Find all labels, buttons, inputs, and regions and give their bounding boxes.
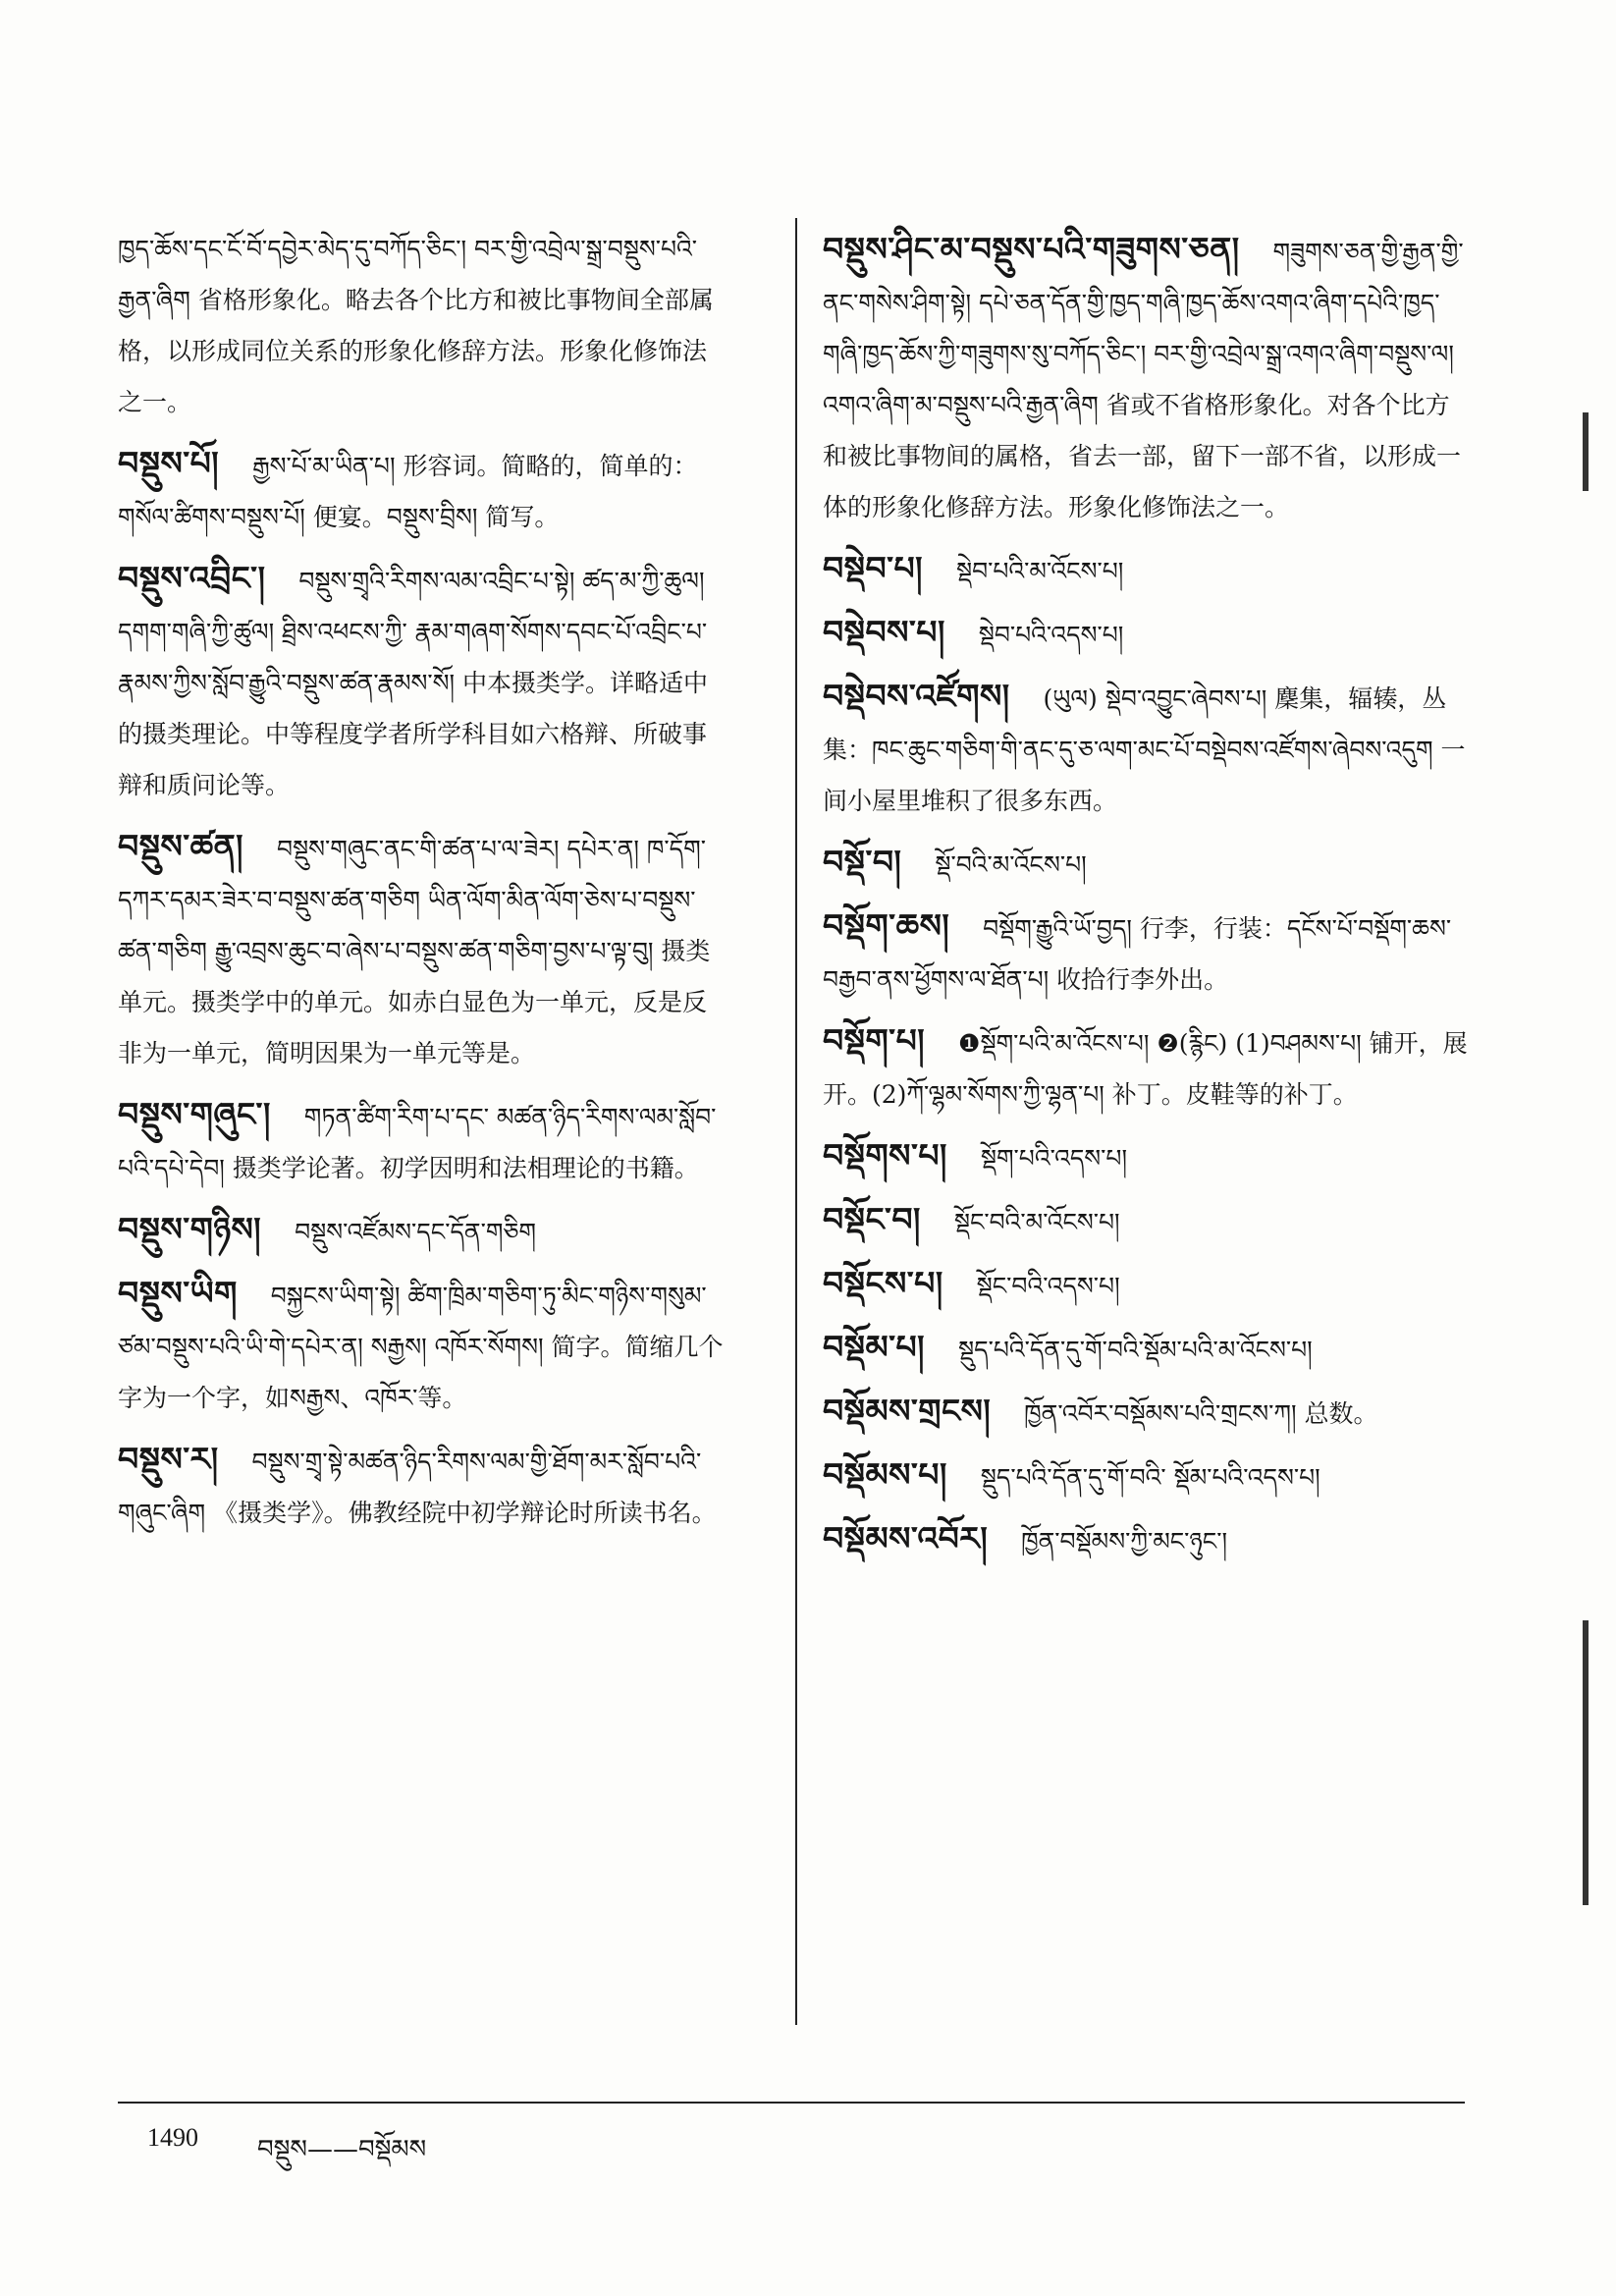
entry-body: གཏན་ཚིག་རིག་པ་དང་ མཚན་ཉིད་རིགས་ལམ་སློབ་པའི་དཔེ་དེབ། 摄类学论著。初学因明和法相理论的书籍。 — [118, 1103, 717, 1182]
entry-headword: བསྡུས་ཚན། — [118, 827, 243, 865]
entry-body: ཁྱོན་འབོར་བསྡོམས་པའི་གྲངས་ཀ། 总数。 — [1024, 1399, 1378, 1428]
entry-body: སྡོག་པའི་འདས་པ། — [980, 1144, 1127, 1173]
entry-headword: བསྡུས་པོ། — [118, 444, 220, 482]
dictionary-entry — [118, 553, 727, 811]
entry-headword: བསྡོམས་གྲངས། — [823, 1392, 992, 1430]
dictionary-entry — [823, 837, 1471, 891]
entry-body: སྡོང་བའི་འདས་པ། — [976, 1272, 1120, 1300]
entry-body: བསྡོག་རྒྱུའི་ཡོ་བྱད། 行李，行装：དངོས་པོ་བསྡོག་ཆས་བརྒྱབ་ནས་ཕྱོགས་ལ་ཐོན་པ། 收拾行李外出。 — [823, 914, 1452, 994]
dictionary-entry — [118, 1089, 727, 1194]
page-headword-range: བསྡུས——བསྡོམས — [257, 2135, 427, 2164]
dictionary-entry — [823, 1130, 1471, 1184]
entry-body: བསྡུས་གྲྭའི་རིགས་ལམ་འབྲིང་པ་སྟེ། ཚད་མ་ཀྱི་ཆུལ། དགག་གཞི་ཀྱི་ཚུལ། ཐྲིས་འཕངས་ཀྱི་ རྣམ་གཞག་སོགས་དབང་པོ་འབྲིང་པ་རྣམས་ཀྱིས་སློབ་རྒྱུའི་བསྡུས་ཚན་རྣམས་སོ། 中本摄类学。详略适中的摄类理论。中等程度学者所学科目如六格辩、所破事辩和质问论等。 — [118, 567, 709, 799]
dictionary-entry — [118, 1204, 727, 1258]
page-number: 1490 — [147, 2123, 198, 2152]
entry-body: རྒྱས་པོ་མ་ཡིན་པ། 形容词。简略的，简单的：གསོལ་ཚིགས་བསྡུས་པོ། 便宴。བསྡུས་བྲིས། 简写。 — [118, 452, 698, 531]
entry-headword: བསྡོགས་པ། — [823, 1136, 947, 1175]
left-column — [118, 224, 727, 1549]
entry-body: བསྐྱངས་ཡིག་སྟེ། ཚིག་ཁྲིམ་གཅིག་ཏུ་མིང་གཉིས་གསུམ་ཙམ་བསྡུས་པའི་ཡི་གེ་དཔེར་ན། སརྒྱས། འཁོར་སོགས། 简字。简缩几个字为一个字，如སརྒྱས、འཁོར་等。 — [118, 1282, 724, 1412]
entry-body: བསྡུས་གྲྭ་སྟེ་མཚན་ཉིད་རིགས་ལམ་གྱི་ཐོག་མར་སློབ་པའི་གཞུང་ཞིག 《摄类学》。佛教经院中初学辩论时所读书名。 — [118, 1448, 717, 1527]
dictionary-entry — [823, 901, 1471, 1006]
entry-body: སྡུད་པའི་དོན་དུ་གོ་བའི་སྡོམ་པའི་མ་འོངས་པ། — [957, 1336, 1313, 1364]
dictionary-entry — [823, 671, 1471, 827]
entry-headword: བསྡུས་ཤིང་མ་བསྡུས་པའི་གཟུགས་ཅན། — [823, 230, 1240, 268]
entry-headword: བསྡུས་ར། — [118, 1440, 219, 1478]
entry-headword: བསྡུས་གཞུང་། — [118, 1095, 271, 1133]
entry-headword: བསྡོག་པ། — [823, 1021, 926, 1060]
entry-body: ཁྱོན་བསྡོམས་ཀྱི་མང་ཉུང་། — [1021, 1527, 1228, 1556]
column-divider — [795, 218, 797, 2025]
footer-rule — [118, 2102, 1465, 2104]
dictionary-entry — [118, 438, 727, 543]
entry-headword: བསྡུས་ཡིག — [118, 1274, 238, 1312]
dictionary-entry — [118, 1434, 727, 1539]
entry-headword: བསྡོང་བ། — [823, 1200, 921, 1238]
entry-headword: བསྡུས་གཉིས། — [118, 1210, 262, 1248]
entry-body: བསྡུས་འཛོམས་དང་དོན་གཅིག — [295, 1218, 536, 1246]
entry-headword: བསྡེབས་པ། — [823, 613, 945, 651]
entry-headword: བསྡོངས་པ། — [823, 1264, 943, 1302]
dictionary-entry — [823, 1322, 1471, 1376]
dictionary-entry — [823, 1386, 1471, 1440]
entry-body: ཁྱད་ཆོས་དང་ངོ་བོ་དབྱེར་མེད་དུ་བཀོད་ཅིང་། བར་གྱི་འབྲེལ་སྒྲ་བསྡུས་པའི་རྒྱན་ཞིག 省格形象化。略去各个比方和被比事物间全部属格，以形成同位关系的形象化修辞方法。形象化修饰法之一。 — [118, 235, 714, 416]
entry-headword: བསྡོག་ཆས། — [823, 906, 950, 945]
entry-body: སྡོ་བའི་མ་འོངས་པ། — [935, 850, 1087, 879]
entry-body: ❶སྡོག་པའི་མ་འོངས་པ། ❷(རྙིང) (1)བཤམས་པ། 铺开，展开。(2)ཀོ་ལྷམ་སོགས་ཀྱི་ལྷན་པ། 补丁。皮鞋等的补丁。 — [823, 1029, 1468, 1109]
entry-headword: བསྡེབས་འཛོགས། — [823, 677, 1010, 715]
entry-body: (ཡུལ) སྡེབ་འབྱུང་ཞེབས་པ། 麇集，辐辏，丛集：ཁང་ཆུང་གཅིག་གི་ནང་དུ་ཅ་ལག་མང་པོ་བསྡེབས་འཛོགས་ཞེབས་འདུག 一间小屋里堆积了很多东西。 — [823, 684, 1466, 815]
entry-body: སྡུད་པའི་དོན་དུ་གོ་བའི་ སྡོམ་པའི་འདས་པ། — [980, 1463, 1320, 1492]
scan-edge-mark — [1583, 412, 1589, 491]
right-column — [823, 224, 1471, 1577]
entry-headword: བསྡོམས་པ། — [823, 1455, 947, 1494]
dictionary-entry — [118, 224, 727, 428]
entry-body: སྡེབ་པའི་མ་འོངས་པ། — [955, 557, 1124, 585]
entry-body: གཟུགས་ཅན་གྱི་རྒྱན་གྱི་ནང་གསེས་ཤིག་སྟེ། དཔེ་ཅན་དོན་གྱི་ཁྱད་གཞི་ཁྱད་ཆོས་འགའ་ཞིག་དཔེའི་ཁྱད་གཞི་ཁྱད་ཆོས་ཀྱི་གཟུགས་སུ་བཀོད་ཅིང་། བར་གྱི་འབྲེལ་སྒྲ་འགའ་ཞིག་བསྡུས་ལ། འགའ་ཞིག་མ་བསྡུས་པའི་རྒྱན་ཞིག 省或不省格形象化。对各个比方和被比事物间的属格，省去一部，留下一部不省，以形成一体的形象化修辞方法。形象化修饰法之一。 — [823, 238, 1464, 521]
dictionary-entry — [823, 1258, 1471, 1312]
dictionary-entry — [118, 821, 727, 1079]
dictionary-entry — [823, 543, 1471, 597]
dictionary-entry — [823, 1449, 1471, 1503]
dictionary-entry — [823, 1015, 1471, 1121]
entry-headword: བསྡོ་བ། — [823, 843, 902, 881]
dictionary-entry — [118, 1268, 727, 1424]
entry-body: བསྡུས་གཞུང་ནང་གི་ཚན་པ་ལ་ཟེར། དཔེར་ན། ཁ་དོག་དཀར་དམར་ཟེར་བ་བསྡུས་ཚན་གཅིག ཡིན་ལོག་མིན་ལོག་ཅེས་པ་བསྡུས་ཚན་གཅིག རྒྱུ་འབྲས་ཆུང་བ་ཞེས་པ་བསྡུས་ཚན་གཅིག་བྱས་པ་ལྟ་བུ། 摄类单元。摄类学中的单元。如赤白显色为一单元，反是反非为一单元，简明因果为一单元等是。 — [118, 835, 711, 1067]
dictionary-entry — [823, 1513, 1471, 1567]
dictionary-entry — [823, 607, 1471, 661]
entry-headword: བསྡེབ་པ། — [823, 549, 923, 587]
entry-headword: བསྡུས་འབྲིང་། — [118, 559, 266, 597]
entry-body: སྡེབ་པའི་འདས་པ། — [978, 621, 1124, 649]
entry-body: སྡོང་བའི་མ་འོངས་པ། — [953, 1208, 1120, 1236]
dictionary-entry — [823, 1194, 1471, 1248]
dictionary-entry — [823, 224, 1471, 533]
entry-headword: བསྡོམས་འབོར། — [823, 1519, 989, 1558]
entry-headword: བསྡོམ་པ། — [823, 1328, 926, 1366]
scan-edge-mark — [1583, 1620, 1589, 1905]
